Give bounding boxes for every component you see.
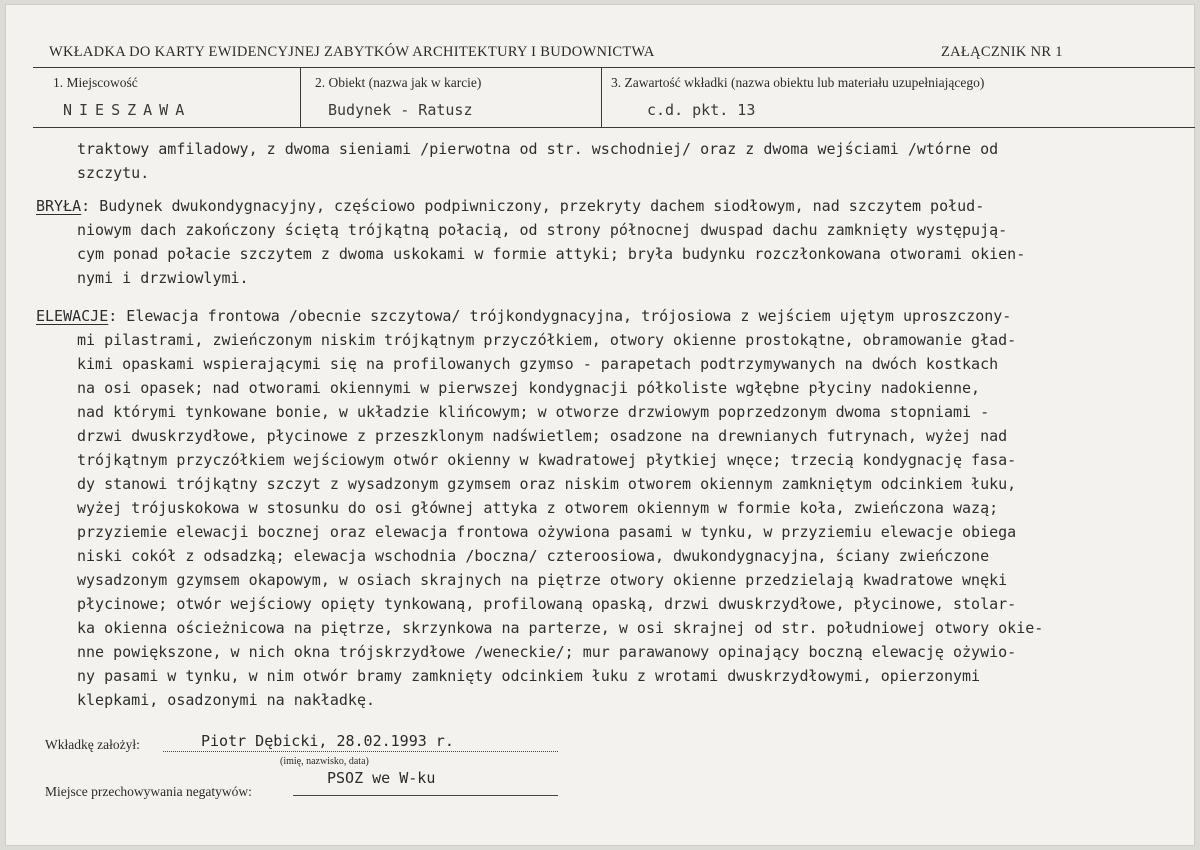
elewacje-heading: ELEWACJE: [36, 307, 109, 325]
intro-line: szczytu.: [77, 164, 150, 182]
bryla-line: nymi i drzwiowlymi.: [77, 269, 249, 287]
elewacje-line: na osi opasek; nad otworami okiennymi w pierwszej kondygnacji półkoliste wgłębne płyciny nadokienne,: [77, 379, 981, 397]
storage-value: PSOZ we W-ku: [327, 769, 436, 787]
author-label: Wkładkę założył:: [45, 737, 140, 752]
object-label: 2. Obiekt (nazwa jak w karcie): [315, 75, 482, 90]
storage-line: [293, 795, 558, 796]
content-value: c.d. pkt. 13: [647, 101, 756, 119]
elewacje-line: ka okienna ościeżnicowa na piętrze, skrzynkowa na parterze, w osi skrajnej od str. południowej otwory okie-: [77, 619, 1044, 637]
field-divider-1: [300, 67, 301, 127]
elewacje-line: trójkątnym przyczółkiem wejściowym otwór okienny w kwadratowej płytkiej wnęce; trzecią kondygnację fasa-: [77, 451, 1017, 469]
elewacje-paragraph-start: [36, 307, 1011, 325]
fields-rule: [33, 127, 1195, 128]
locality-value: NIESZAWA: [63, 101, 192, 119]
elewacje-line: kimi opaskami wspierającymi się na profilowanych gzymso - parapetach podtrzymywanych na dwóch kostkach: [77, 355, 999, 373]
elewacje-line: wyżej trójuskokowa w stosunku do osi głównej attyka z otworem okiennym w formie koła, zwieńczona wazą;: [77, 499, 999, 517]
bryla-heading: BRYŁA: [36, 197, 82, 215]
bryla-line: niowym dach zakończony ściętą trójkątną połacią, od strony północnej dwuspad dachu zamknięty występują-: [77, 221, 1008, 239]
elewacje-line: dy stanowi trójkątny szczyt z wysadzonym gzymsem oraz niskim otworem okiennym zamkniętym odcinkiem łuku,: [77, 475, 1017, 493]
elewacje-line: mi pilastrami, zwieńczonym niskim trójkątnym przyczółkiem, otwory okienne prostokątne, obramowanie gład-: [77, 331, 1017, 349]
elewacje-line: przyziemie elewacji bocznej oraz elewacja frontowa ożywiona pasami w tynku, w przyziemiu elewacje obiega: [77, 523, 1017, 541]
object-value: Budynek - Ratusz: [328, 101, 473, 119]
elewacje-line: drzwi dwuskrzydłowe, płycinowe z przeszklonym nadświetlem; osadzone na drewnianych futrynach, wyżej nad: [77, 427, 1008, 445]
intro-line: traktowy amfiladowy, z dwoma sieniami /pierwotna od str. wschodniej/ oraz z dwoma wejściami /wtórne od: [77, 140, 999, 158]
elewacje-line: niski cokół z odsadzką; elewacja wschodnia /boczna/ czteroosiowa, dwukondygnacyjna, ściany zwieńczone: [77, 547, 990, 565]
elewacje-line: nad którymi tynkowane bonie, w układzie klińcowym; w otworze drzwiowym poprzedzonym dwoma stopniami -: [77, 403, 990, 421]
bryla-text: : Budynek dwukondygnacyjny, częściowo podpiwniczony, przekryty dachem siodłowym, nad szczytem połud-: [81, 197, 985, 215]
elewacje-line: wysadzonym gzymsem okapowym, w osiach skrajnych na piętrze otwory okienne przedzielają kwadratowe wnęki: [77, 571, 1008, 589]
content-label: 3. Zawartość wkładki (nazwa obiektu lub materiału uzupełniającego): [611, 75, 985, 90]
bryla-line: cym ponad połacie szczytem z dwoma uskokami w formie attyki; bryła budynku rozczłonkowana otworami okien-: [77, 245, 1026, 263]
elewacje-text: : Elewacja frontowa /obecnie szczytowa/ trójkondygnacyjna, trójosiowa z wejściem ujętym uproszczony-: [108, 307, 1012, 325]
storage-label: Miejsce przechowywania negatywów:: [45, 784, 252, 799]
card-title: WKŁADKA DO KARTY EWIDENCYJNEJ ZABYTKÓW ARCHITEKTURY I BUDOWNICTWA: [49, 44, 655, 60]
locality-label: 1. Miejscowość: [53, 75, 138, 90]
inventory-card: [5, 4, 1195, 846]
elewacje-line: ny pasami w tynku, w nim otwór bramy zamknięty odcinkiem łuku z wrotami dwuskrzydłowymi, opierzonymi: [77, 667, 981, 685]
author-value: Piotr Dębicki, 28.02.1993 r.: [201, 732, 454, 750]
elewacje-line: nne powiększone, w nich okna trójskrzydłowe /weneckie/; mur parawanowy opinający boczną elewację ożywio-: [77, 643, 1017, 661]
elewacje-line: klepkami, osadzonymi na nakładkę.: [77, 691, 376, 709]
field-divider-2: [601, 67, 602, 127]
header-rule: [33, 67, 1195, 68]
author-hint: (imię, nazwisko, data): [280, 756, 369, 767]
bryla-paragraph-start: [36, 197, 984, 215]
attachment-number: ZAŁĄCZNIK NR 1: [941, 44, 1063, 60]
author-dotted-line: [163, 751, 558, 752]
elewacje-line: płycinowe; otwór wejściowy opięty tynkowaną, profilowaną opaską, drzwi dwuskrzydłowe, płycinowe, stolar-: [77, 595, 1017, 613]
